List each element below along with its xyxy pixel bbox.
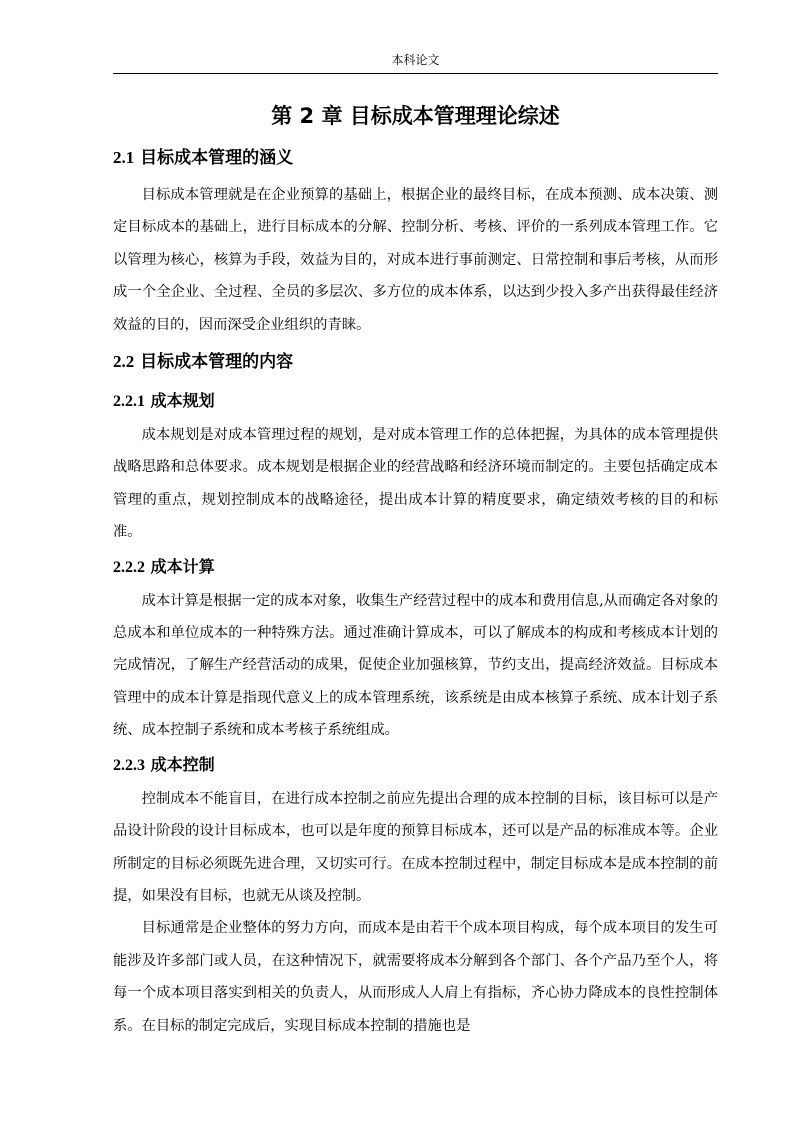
subsection-title: 成本规划 (150, 391, 215, 411)
running-header: 本科论文 (391, 53, 440, 67)
subsection-heading-2-2-2 (113, 549, 718, 585)
section-heading-2-1 (113, 137, 718, 179)
subsection-number: 2.2.2 (113, 558, 145, 576)
page-content (113, 99, 718, 1042)
subsection-heading-2-2-1 (113, 383, 718, 419)
section-heading-2-2 (113, 341, 718, 383)
section-number: 2.2 (113, 352, 135, 372)
paragraph: 成本计算是根据一定的成本对象，收集生产经营过程中的成本和费用信息,从而确定各对象的总成本和单位成本的一种特殊方法。通过准确计算成本，可以了解成本的构成和考核成本计划的完成情况，了解生产经营活动的成果，促使企业加强核算，节约支出，提高经济效益。目标成本管理中的成本计算是指现代意义上的成本管理系统，该系统是由成本核算子系统、成本计划子系统、成本控制子系统和成本考核子系统组成。 (113, 592, 719, 739)
paragraph: 目标成本管理就是在企业预算的基础上，根据企业的最终目标，在成本预测、成本决策、测定目标成本的基础上，进行目标成本的分解、控制分析、考核、评价的一系列成本管理工作。它以管理为核心，核算为手段，效益为目的，对成本进行事前测定、日常控制和事后考核，从而形成一个全企业、全过程、全员的多层次、多方位的成本体系，以达到少投入多产出获得最佳经济效益的目的，因而深受企业组织的青睐。 (113, 187, 718, 333)
subsection-number: 2.2.3 (113, 756, 145, 774)
subsection-heading-2-2-3 (113, 747, 718, 783)
section-number: 2.1 (113, 148, 135, 167)
header-rule (113, 73, 718, 74)
paragraph: 控制成本不能盲目，在进行成本控制之前应先提出合理的成本控制的目标，该目标可以是产品设计阶段的设计目标成本，也可以是年度的预算目标成本，还可以是产品的标准成本等。企业所制定的目标必须既先进合理，又切实可行。在成本控制过程中，制定目标成本是成本控制的前提，如果没有目标，也就无从谈及控制。 (113, 790, 718, 904)
section-title: 目标成本管理的涵义 (140, 148, 294, 168)
subsection-title: 成本控制 (150, 754, 215, 774)
subsection-number: 2.2.1 (113, 393, 145, 411)
paragraph: 目标通常是企业整体的努力方向，而成本是由若干个成本项目构成，每个成本项目的发生可能涉及许多部门或人员，在这种情况下，就需要将成本分解到各个部门、各个产品乃至个人，将每一个成本项目落实到相关的负责人，从而形成人人肩上有指标，齐心协力降成本的良性控制体系。在目标的制定完成后，实现目标成本控制的措施也是 (113, 920, 718, 1034)
section-title: 目标成本管理的内容 (140, 352, 294, 373)
paragraph: 成本规划是对成本管理过程的规划，是对成本管理工作的总体把握，为具体的成本管理提供战略思路和总体要求。成本规划是根据企业的经营战略和经济环境而制定的。主要包括确定成本管理的重点，规划控制成本的战略途径，提出成本计算的精度要求，确定绩效考核的目的和标准。 (113, 427, 718, 541)
chapter-title: 第 2 章 目标成本管理理论综述 (271, 104, 560, 128)
subsection-title: 成本计算 (150, 556, 215, 576)
